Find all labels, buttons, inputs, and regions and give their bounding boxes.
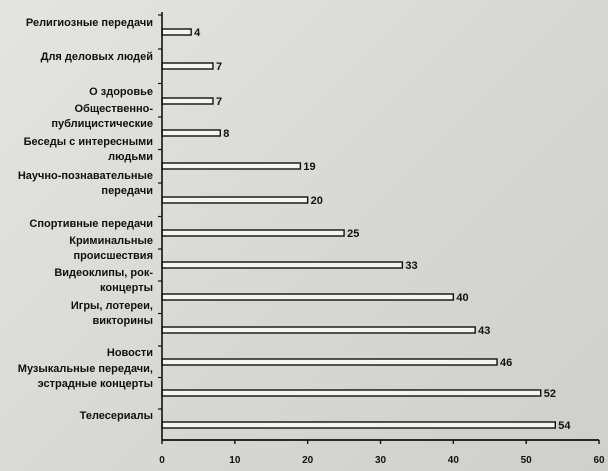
- bar: [162, 63, 213, 69]
- x-tick-label: 50: [520, 455, 532, 466]
- value-label: 46: [500, 357, 513, 369]
- x-tick-label: 0: [159, 455, 165, 466]
- category-label-line: людьми: [108, 151, 153, 163]
- category-label: [18, 170, 153, 197]
- axis-layer: [158, 12, 599, 444]
- category-label: [26, 17, 153, 29]
- x-tick-label: 40: [447, 455, 459, 466]
- category-label-line: Религиозные передачи: [25, 17, 153, 29]
- bar: [162, 294, 453, 300]
- value-label: 25: [347, 228, 360, 240]
- category-label: [24, 136, 153, 163]
- bar: [162, 163, 300, 169]
- x-tick-label: 20: [302, 455, 314, 466]
- category-label: [89, 86, 153, 98]
- category-label-line: Новости: [106, 347, 153, 359]
- category-label: [41, 51, 153, 63]
- value-label: 43: [478, 325, 491, 337]
- category-label-line: Беседы с интересными: [23, 136, 153, 148]
- category-label: [51, 103, 153, 130]
- value-label: 40: [456, 292, 469, 304]
- bar: [162, 197, 308, 203]
- value-label: 52: [543, 388, 556, 400]
- x-tick-label: 30: [374, 455, 387, 466]
- value-label: 19: [303, 161, 316, 173]
- category-label-line: происшествия: [73, 250, 153, 262]
- category-label: [107, 347, 153, 359]
- labels-layer: [18, 17, 605, 466]
- value-label: 4: [194, 27, 201, 39]
- category-label-line: эстрадные концерты: [37, 378, 153, 390]
- bar: [162, 230, 344, 236]
- category-label: [54, 267, 153, 294]
- bar: [162, 98, 213, 104]
- category-label-line: Игры, лотереи,: [70, 300, 153, 312]
- category-label-line: викторины: [92, 315, 153, 327]
- category-label-line: Видеоклипы, рок-: [54, 267, 153, 279]
- value-label: 54: [558, 420, 571, 432]
- category-label-line: передачи: [101, 185, 153, 197]
- bar: [162, 390, 541, 396]
- category-label-line: Для деловых людей: [40, 51, 153, 63]
- category-label: [29, 218, 153, 230]
- category-label-line: публицистические: [51, 118, 153, 130]
- value-label: 8: [223, 128, 230, 140]
- bar: [162, 262, 402, 268]
- value-label: 33: [405, 260, 418, 272]
- category-label-line: Научно-познавательные: [17, 170, 153, 182]
- bar: [162, 359, 497, 365]
- category-label-line: Криминальные: [69, 235, 153, 247]
- category-label: [80, 410, 153, 422]
- category-label-line: Спортивные передачи: [29, 218, 153, 230]
- value-label: 7: [215, 96, 223, 108]
- category-label: [69, 235, 153, 262]
- category-label-line: Общественно-: [74, 103, 153, 115]
- value-label: 7: [215, 61, 223, 73]
- category-label: [71, 300, 153, 327]
- category-label-line: концерты: [100, 282, 153, 294]
- x-tick-label: 60: [593, 455, 605, 466]
- bar: [162, 29, 191, 35]
- category-label-line: О здоровье: [89, 86, 153, 98]
- bar: [162, 422, 555, 428]
- category-label-line: Телесериалы: [79, 410, 153, 422]
- category-label-line: Музыкальные передачи,: [17, 363, 153, 375]
- bar: [162, 130, 220, 136]
- x-tick-label: 10: [229, 455, 241, 466]
- bar: [162, 327, 475, 333]
- category-label: [18, 363, 153, 390]
- value-label: 20: [310, 195, 323, 207]
